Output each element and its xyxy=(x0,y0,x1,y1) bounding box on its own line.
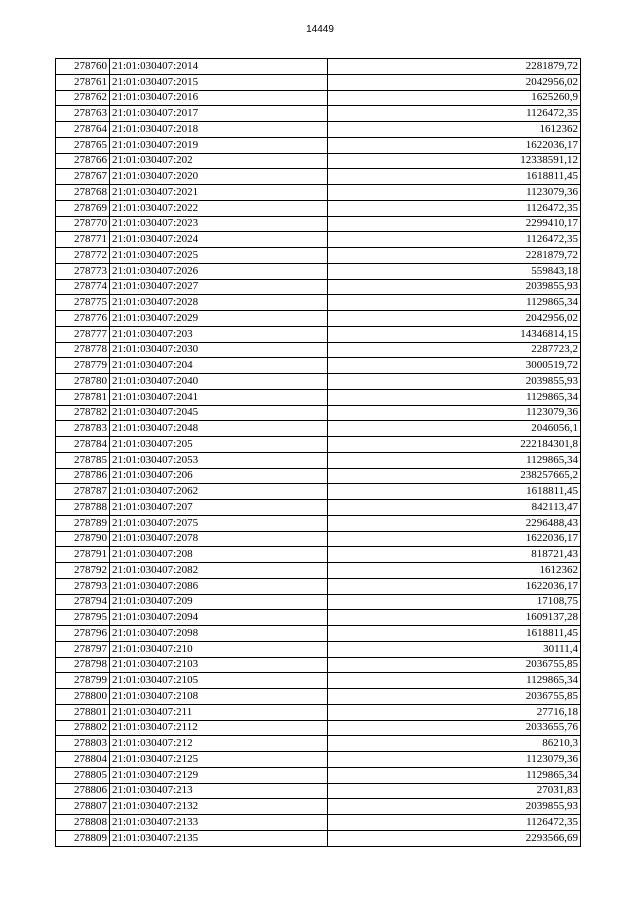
table-row xyxy=(56,342,581,358)
table-row xyxy=(56,689,581,705)
table-body xyxy=(56,59,581,847)
cadastral-number-cell: 21:01:030407:205 xyxy=(110,437,328,453)
cadastral-value-cell: 238257665,2 xyxy=(328,468,581,484)
cadastral-number-cell: 21:01:030407:211 xyxy=(110,704,328,720)
cadastral-value-cell: 2039855,93 xyxy=(328,374,581,390)
cadastral-value-cell: 1622036,17 xyxy=(328,531,581,547)
row-number-cell: 278789 xyxy=(56,515,110,531)
cadastral-value-cell: 2281879,72 xyxy=(328,59,581,75)
row-number-cell: 278765 xyxy=(56,137,110,153)
cadastral-number-cell: 21:01:030407:204 xyxy=(110,358,328,374)
cadastral-number-cell: 21:01:030407:2075 xyxy=(110,515,328,531)
row-number-cell: 278796 xyxy=(56,626,110,642)
cadastral-number-cell: 21:01:030407:2078 xyxy=(110,531,328,547)
row-number-cell: 278795 xyxy=(56,610,110,626)
row-number-cell: 278807 xyxy=(56,799,110,815)
table-row xyxy=(56,326,581,342)
cadastral-number-cell: 21:01:030407:2094 xyxy=(110,610,328,626)
cadastral-number-cell: 21:01:030407:2129 xyxy=(110,767,328,783)
table-row xyxy=(56,358,581,374)
table-row xyxy=(56,736,581,752)
cadastral-value-cell: 2299410,17 xyxy=(328,216,581,232)
table-row xyxy=(56,673,581,689)
table-row xyxy=(56,752,581,768)
table-row xyxy=(56,248,581,264)
row-number-cell: 278761 xyxy=(56,74,110,90)
row-number-cell: 278770 xyxy=(56,216,110,232)
table-row xyxy=(56,106,581,122)
table-row xyxy=(56,216,581,232)
table-row xyxy=(56,295,581,311)
table-row xyxy=(56,263,581,279)
cadastral-value-cell: 1129865,34 xyxy=(328,673,581,689)
row-number-cell: 278794 xyxy=(56,594,110,610)
cadastral-number-cell: 21:01:030407:2132 xyxy=(110,799,328,815)
row-number-cell: 278801 xyxy=(56,704,110,720)
cadastral-number-cell: 21:01:030407:2028 xyxy=(110,295,328,311)
row-number-cell: 278784 xyxy=(56,437,110,453)
cadastral-number-cell: 21:01:030407:2062 xyxy=(110,484,328,500)
table-row xyxy=(56,59,581,75)
cadastral-number-cell: 21:01:030407:2133 xyxy=(110,815,328,831)
cadastral-value-cell: 12338591,12 xyxy=(328,153,581,169)
table-row xyxy=(56,137,581,153)
cadastral-number-cell: 21:01:030407:2108 xyxy=(110,689,328,705)
table-row xyxy=(56,405,581,421)
table-row xyxy=(56,830,581,846)
cadastral-value-cell: 2296488,43 xyxy=(328,515,581,531)
page-number: 14449 xyxy=(306,24,334,35)
cadastral-value-cell: 2287723,2 xyxy=(328,342,581,358)
row-number-cell: 278762 xyxy=(56,90,110,106)
row-number-cell: 278803 xyxy=(56,736,110,752)
table-row xyxy=(56,74,581,90)
row-number-cell: 278769 xyxy=(56,200,110,216)
cadastral-value-cell: 2033655,76 xyxy=(328,720,581,736)
cadastral-number-cell: 21:01:030407:212 xyxy=(110,736,328,752)
table-row xyxy=(56,90,581,106)
cadastral-number-cell: 21:01:030407:2053 xyxy=(110,452,328,468)
cadastral-value-cell: 1123079,36 xyxy=(328,752,581,768)
cadastral-value-cell: 1612362 xyxy=(328,122,581,138)
table-row xyxy=(56,641,581,657)
table-row xyxy=(56,389,581,405)
table-row xyxy=(56,783,581,799)
cadastral-number-cell: 21:01:030407:208 xyxy=(110,547,328,563)
cadastral-value-cell: 1126472,35 xyxy=(328,200,581,216)
table-row xyxy=(56,547,581,563)
cadastral-number-cell: 21:01:030407:2086 xyxy=(110,578,328,594)
row-number-cell: 278785 xyxy=(56,452,110,468)
cadastral-number-cell: 21:01:030407:2027 xyxy=(110,279,328,295)
row-number-cell: 278777 xyxy=(56,326,110,342)
table-row xyxy=(56,169,581,185)
cadastral-number-cell: 21:01:030407:2082 xyxy=(110,563,328,579)
cadastral-number-cell: 21:01:030407:2040 xyxy=(110,374,328,390)
table-row xyxy=(56,500,581,516)
cadastral-value-cell: 2036755,85 xyxy=(328,689,581,705)
row-number-cell: 278792 xyxy=(56,563,110,579)
row-number-cell: 278809 xyxy=(56,830,110,846)
row-number-cell: 278764 xyxy=(56,122,110,138)
cadastral-number-cell: 21:01:030407:2023 xyxy=(110,216,328,232)
table-row xyxy=(56,374,581,390)
cadastral-number-cell: 21:01:030407:202 xyxy=(110,153,328,169)
cadastral-value-cell: 2293566,69 xyxy=(328,830,581,846)
cadastral-value-cell: 1622036,17 xyxy=(328,578,581,594)
cadastral-value-cell: 1126472,35 xyxy=(328,232,581,248)
cadastral-value-cell: 1126472,35 xyxy=(328,106,581,122)
cadastral-value-cell: 1618811,45 xyxy=(328,626,581,642)
cadastral-value-cell: 2039855,93 xyxy=(328,279,581,295)
table-row xyxy=(56,720,581,736)
cadastral-value-cell: 14346814,15 xyxy=(328,326,581,342)
row-number-cell: 278787 xyxy=(56,484,110,500)
row-number-cell: 278786 xyxy=(56,468,110,484)
cadastral-value-table xyxy=(55,58,581,847)
cadastral-number-cell: 21:01:030407:213 xyxy=(110,783,328,799)
cadastral-number-cell: 21:01:030407:2048 xyxy=(110,421,328,437)
row-number-cell: 278776 xyxy=(56,311,110,327)
cadastral-number-cell: 21:01:030407:203 xyxy=(110,326,328,342)
cadastral-number-cell: 21:01:030407:2022 xyxy=(110,200,328,216)
cadastral-number-cell: 21:01:030407:2103 xyxy=(110,657,328,673)
cadastral-value-cell: 86210,3 xyxy=(328,736,581,752)
cadastral-number-cell: 21:01:030407:2025 xyxy=(110,248,328,264)
row-number-cell: 278767 xyxy=(56,169,110,185)
cadastral-value-cell: 1618811,45 xyxy=(328,484,581,500)
cadastral-number-cell: 21:01:030407:2125 xyxy=(110,752,328,768)
row-number-cell: 278808 xyxy=(56,815,110,831)
cadastral-value-cell: 1622036,17 xyxy=(328,137,581,153)
cadastral-value-cell: 1129865,34 xyxy=(328,452,581,468)
table-row xyxy=(56,563,581,579)
row-number-cell: 278799 xyxy=(56,673,110,689)
cadastral-value-cell: 1625260,9 xyxy=(328,90,581,106)
row-number-cell: 278783 xyxy=(56,421,110,437)
cadastral-value-cell: 842113,47 xyxy=(328,500,581,516)
cadastral-value-cell: 3000519,72 xyxy=(328,358,581,374)
row-number-cell: 278800 xyxy=(56,689,110,705)
row-number-cell: 278773 xyxy=(56,263,110,279)
cadastral-number-cell: 21:01:030407:207 xyxy=(110,500,328,516)
table-row xyxy=(56,531,581,547)
table-row xyxy=(56,153,581,169)
table-row xyxy=(56,468,581,484)
row-number-cell: 278771 xyxy=(56,232,110,248)
cadastral-value-cell: 2036755,85 xyxy=(328,657,581,673)
table-row xyxy=(56,122,581,138)
table-row xyxy=(56,421,581,437)
cadastral-value-cell: 2046056,1 xyxy=(328,421,581,437)
row-number-cell: 278806 xyxy=(56,783,110,799)
cadastral-value-cell: 559843,18 xyxy=(328,263,581,279)
row-number-cell: 278802 xyxy=(56,720,110,736)
cadastral-number-cell: 21:01:030407:2024 xyxy=(110,232,328,248)
table-row xyxy=(56,578,581,594)
row-number-cell: 278788 xyxy=(56,500,110,516)
cadastral-number-cell: 21:01:030407:2017 xyxy=(110,106,328,122)
cadastral-number-cell: 21:01:030407:2014 xyxy=(110,59,328,75)
table-row xyxy=(56,610,581,626)
row-number-cell: 278791 xyxy=(56,547,110,563)
cadastral-value-cell: 1129865,34 xyxy=(328,767,581,783)
cadastral-value-cell: 222184301,8 xyxy=(328,437,581,453)
table-row xyxy=(56,626,581,642)
table-row xyxy=(56,767,581,783)
row-number-cell: 278790 xyxy=(56,531,110,547)
row-number-cell: 278798 xyxy=(56,657,110,673)
row-number-cell: 278775 xyxy=(56,295,110,311)
row-number-cell: 278805 xyxy=(56,767,110,783)
cadastral-value-cell: 2042956,02 xyxy=(328,311,581,327)
row-number-cell: 278779 xyxy=(56,358,110,374)
cadastral-value-cell: 2042956,02 xyxy=(328,74,581,90)
row-number-cell: 278766 xyxy=(56,153,110,169)
row-number-cell: 278804 xyxy=(56,752,110,768)
row-number-cell: 278760 xyxy=(56,59,110,75)
table-row xyxy=(56,515,581,531)
cadastral-value-cell: 30111,4 xyxy=(328,641,581,657)
row-number-cell: 278782 xyxy=(56,405,110,421)
cadastral-number-cell: 21:01:030407:2021 xyxy=(110,185,328,201)
row-number-cell: 278781 xyxy=(56,389,110,405)
table-row xyxy=(56,437,581,453)
cadastral-value-cell: 1609137,28 xyxy=(328,610,581,626)
cadastral-value-cell: 1123079,36 xyxy=(328,405,581,421)
cadastral-value-cell: 1129865,34 xyxy=(328,389,581,405)
cadastral-number-cell: 21:01:030407:210 xyxy=(110,641,328,657)
cadastral-value-cell: 1612362 xyxy=(328,563,581,579)
cadastral-number-cell: 21:01:030407:2112 xyxy=(110,720,328,736)
table-row xyxy=(56,799,581,815)
row-number-cell: 278763 xyxy=(56,106,110,122)
row-number-cell: 278797 xyxy=(56,641,110,657)
row-number-cell: 278774 xyxy=(56,279,110,295)
table-row xyxy=(56,185,581,201)
table-row xyxy=(56,704,581,720)
row-number-cell: 278793 xyxy=(56,578,110,594)
table-row xyxy=(56,279,581,295)
cadastral-value-cell: 27716,18 xyxy=(328,704,581,720)
cadastral-number-cell: 21:01:030407:2098 xyxy=(110,626,328,642)
cadastral-number-cell: 21:01:030407:2019 xyxy=(110,137,328,153)
cadastral-number-cell: 21:01:030407:2135 xyxy=(110,830,328,846)
cadastral-number-cell: 21:01:030407:2030 xyxy=(110,342,328,358)
cadastral-value-cell: 1618811,45 xyxy=(328,169,581,185)
cadastral-number-cell: 21:01:030407:2045 xyxy=(110,405,328,421)
table-row xyxy=(56,657,581,673)
table-row xyxy=(56,232,581,248)
table-row xyxy=(56,200,581,216)
table-row xyxy=(56,484,581,500)
cadastral-value-cell: 1129865,34 xyxy=(328,295,581,311)
cadastral-value-cell: 27031,83 xyxy=(328,783,581,799)
cadastral-number-cell: 21:01:030407:206 xyxy=(110,468,328,484)
cadastral-number-cell: 21:01:030407:2029 xyxy=(110,311,328,327)
row-number-cell: 278780 xyxy=(56,374,110,390)
cadastral-value-cell: 818721,43 xyxy=(328,547,581,563)
row-number-cell: 278772 xyxy=(56,248,110,264)
table-row xyxy=(56,594,581,610)
cadastral-value-cell: 2039855,93 xyxy=(328,799,581,815)
cadastral-number-cell: 21:01:030407:2020 xyxy=(110,169,328,185)
cadastral-value-cell: 1123079,36 xyxy=(328,185,581,201)
cadastral-number-cell: 21:01:030407:2015 xyxy=(110,74,328,90)
cadastral-value-cell: 1126472,35 xyxy=(328,815,581,831)
row-number-cell: 278768 xyxy=(56,185,110,201)
cadastral-number-cell: 21:01:030407:2016 xyxy=(110,90,328,106)
cadastral-number-cell: 21:01:030407:209 xyxy=(110,594,328,610)
cadastral-number-cell: 21:01:030407:2026 xyxy=(110,263,328,279)
table-row xyxy=(56,311,581,327)
row-number-cell: 278778 xyxy=(56,342,110,358)
cadastral-number-cell: 21:01:030407:2018 xyxy=(110,122,328,138)
cadastral-value-cell: 17108,75 xyxy=(328,594,581,610)
table-row xyxy=(56,452,581,468)
cadastral-value-cell: 2281879,72 xyxy=(328,248,581,264)
cadastral-number-cell: 21:01:030407:2041 xyxy=(110,389,328,405)
cadastral-number-cell: 21:01:030407:2105 xyxy=(110,673,328,689)
table-row xyxy=(56,815,581,831)
